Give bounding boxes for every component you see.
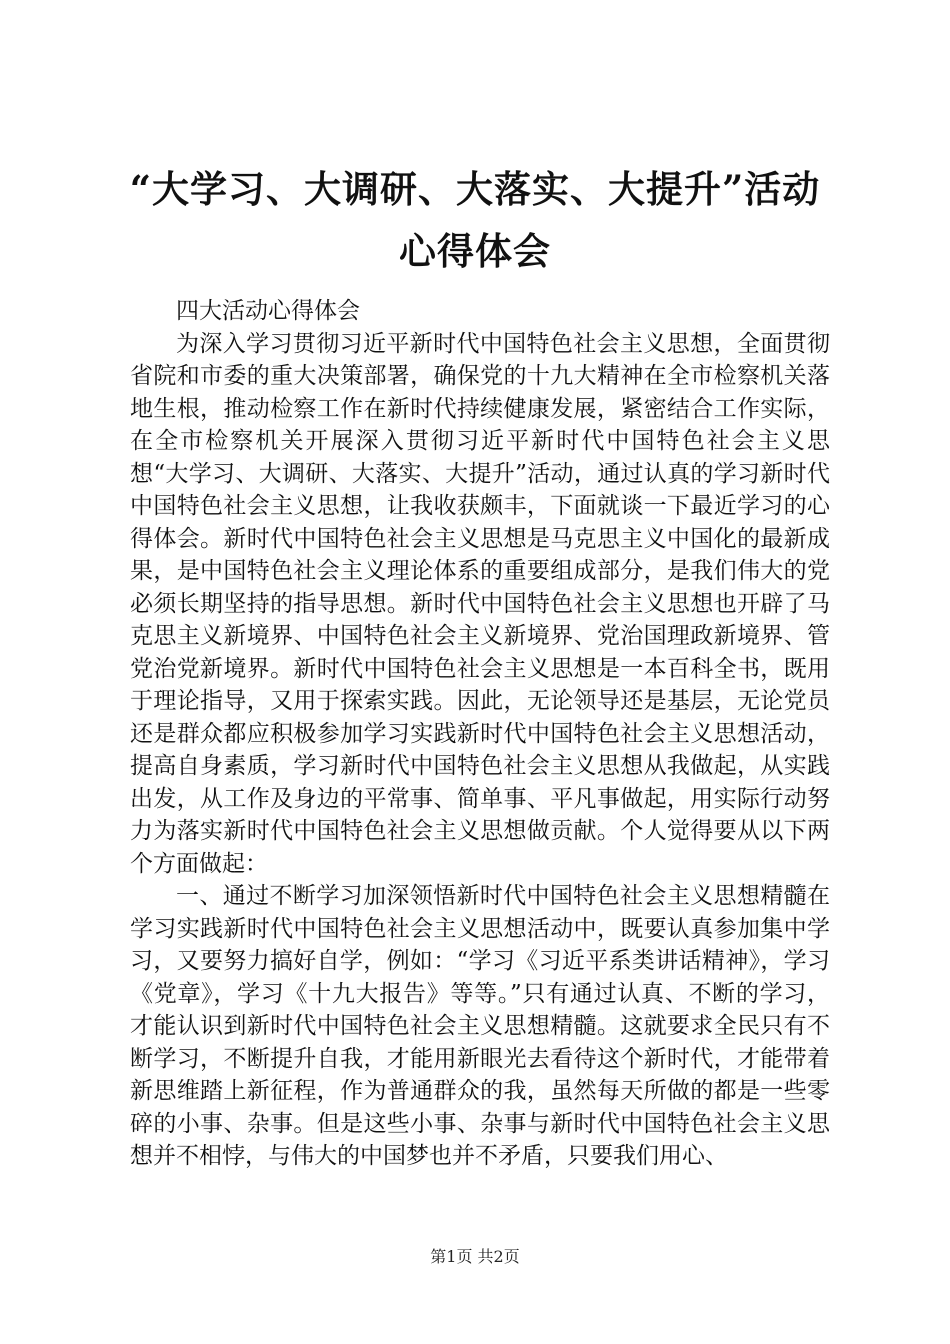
paragraph-intro: 为深入学习贯彻习近平新时代中国特色社会主义思想，全面贯彻省院和市委的重大决策部署，确保党的十九大精神在全市检察机关落地生根，推动检察工作在新时代持续健康发展，紧密结合工作实际，在全市检察机关开展深入贯彻习近平新时代中国特色社会主义思想“大学习、大调研、大落实、大提升”活动，通过认真的学习新时代中国特色社会主义思想，让我收获颇丰，下面就谈一下最近学习的心得体会。新时代中国特色社会主义思想是马克思主义中国化的最新成果，是中国特色社会主义理论体系的重要组成部分，是我们伟大的党必须长期坚持的指导思想。新时代中国特色社会主义思想也开辟了马克思主义新境界、中国特色社会主义新境界、党治国理政新境界、管党治党新境界。新时代中国特色社会主义思想是一本百科全书，既用于理论指导，又用于探索实践。因此，无论领导还是基层，无论党员还是群众都应积极参加学习实践新时代中国特色社会主义思想活动，提高自身素质，学习新时代中国特色社会主义思想从我做起，从实践出发，从工作及身边的平常事、简单事、平凡事做起，用实际行动努力为落实新时代中国特色社会主义思想做贡献。个人觉得要从以下两个方面做起： — [130, 330, 830, 877]
paragraph-subtitle: 四大活动心得体会 — [176, 298, 360, 324]
document-title: “大学习、大调研、大落实、大提升”活动心得体会 — [129, 167, 821, 273]
page-footer: 第1页 共2页 — [430, 1247, 520, 1266]
paragraph-point-one: 一、通过不断学习加深领悟新时代中国特色社会主义思想精髓在学习实践新时代中国特色社会主义思想活动中，既要认真参加集中学习，又要努力搞好自学，例如：“学习《习近平系类讲话精神》，学习《党章》，学习《十九大报告》等等。”只有通过认真、不断的学习，才能认识到新时代中国特色社会主义思想精髓。这就要求全民只有不断学习，不断提升自我，才能用新眼光去看待这个新时代，才能带着新思维踏上新征程，作为普通群众的我，虽然每天所做的都是一些零碎的小事、杂事。但是这些小事、杂事与新时代中国特色社会主义思想并不相悖，与伟大的中国梦也并不矛盾，只要我们用心、 — [130, 883, 830, 1169]
document-body — [130, 295, 830, 1173]
